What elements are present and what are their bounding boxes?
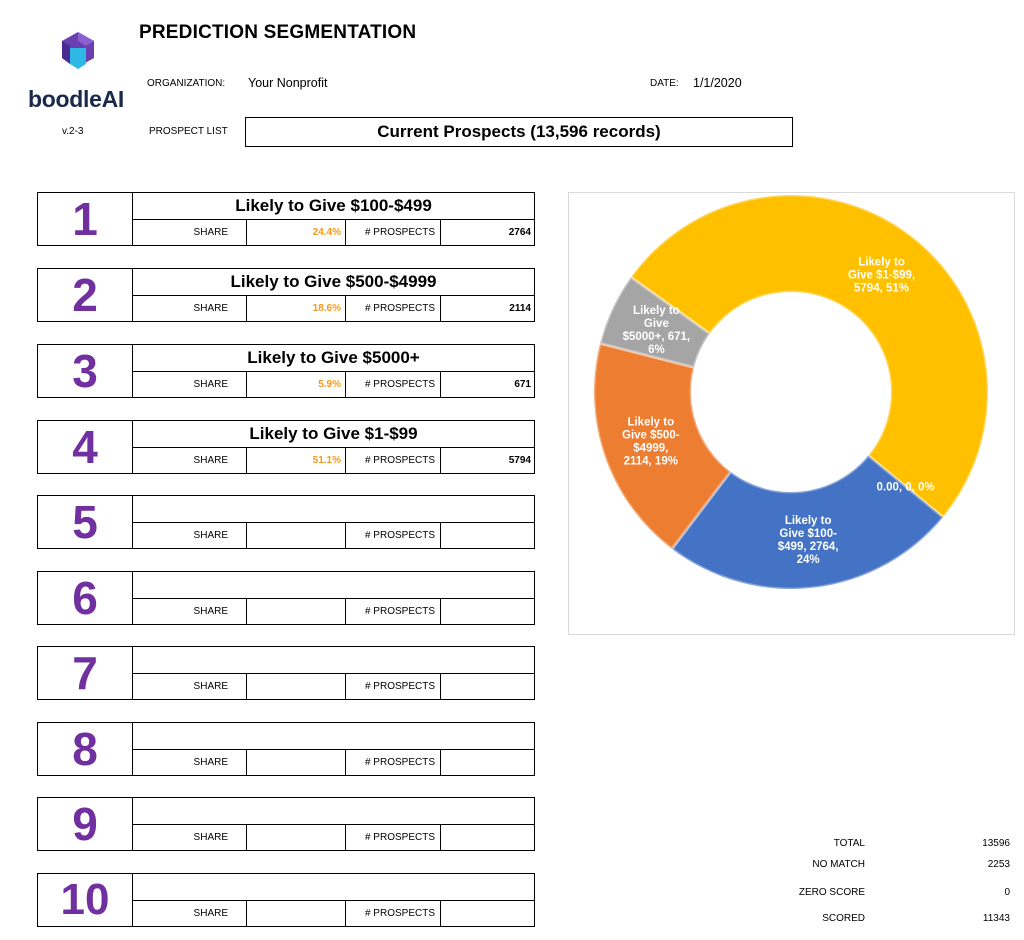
prospects-value: 671: [514, 379, 531, 390]
share-label: SHARE: [133, 220, 247, 245]
prospects-label: # PROSPECTS: [346, 296, 441, 321]
segment-title[interactable]: [133, 723, 534, 750]
zero-score-value: 0: [1004, 887, 1010, 898]
segment-number: 3: [38, 345, 133, 397]
segment-row[interactable]: [37, 646, 535, 700]
segment-row[interactable]: [37, 571, 535, 625]
no-match-label: NO MATCH: [812, 859, 865, 870]
share-label: SHARE: [133, 523, 247, 548]
prospects-label: # PROSPECTS: [346, 901, 441, 926]
share-value: [247, 901, 346, 926]
share-value: 18.6%: [247, 296, 346, 321]
prospect-list-value[interactable]: Current Prospects (13,596 records): [245, 117, 793, 147]
share-label: SHARE: [133, 372, 247, 397]
segment-title[interactable]: [133, 798, 534, 825]
segment-number: 4: [38, 421, 133, 473]
zero-score-label: ZERO SCORE: [798, 887, 865, 898]
share-label: SHARE: [133, 448, 247, 473]
segment-number: 6: [38, 572, 133, 624]
segment-row[interactable]: [37, 268, 535, 322]
segment-row[interactable]: [37, 495, 535, 549]
segment-title[interactable]: Likely to Give $5000+: [133, 345, 534, 372]
total-value: 13596: [982, 838, 1010, 849]
share-value: 24.4%: [247, 220, 346, 245]
scored-label: SCORED: [822, 913, 865, 924]
organization-label: ORGANIZATION:: [147, 78, 226, 89]
date-value[interactable]: 1/1/2020: [693, 76, 742, 90]
segment-number: 9: [38, 798, 133, 850]
prospects-label: # PROSPECTS: [346, 523, 441, 548]
share-value: [247, 674, 346, 699]
segment-title[interactable]: [133, 647, 534, 674]
share-label: SHARE: [133, 901, 247, 926]
brand-name: boodleAI: [28, 86, 124, 112]
prospects-value: 2114: [509, 303, 531, 314]
share-label: SHARE: [133, 825, 247, 850]
slice-data-label: Likely to Give $100-$499, 2764, 24%: [777, 515, 839, 567]
prospects-value: [441, 674, 534, 699]
total-label: TOTAL: [833, 838, 865, 849]
slice-data-label: 0.00, 0, 0%: [876, 481, 935, 494]
boodleai-logo: [28, 28, 138, 118]
segment-title[interactable]: Likely to Give $1-$99: [133, 421, 534, 448]
share-value: [247, 825, 346, 850]
share-value: 51.1%: [247, 448, 346, 473]
donut-chart[interactable]: [568, 192, 1015, 635]
segment-row[interactable]: [37, 797, 535, 851]
donut-chart-svg: [569, 193, 1014, 634]
prospects-label: # PROSPECTS: [346, 220, 441, 245]
share-value: [247, 523, 346, 548]
segment-number: 2: [38, 269, 133, 321]
date-label: DATE:: [650, 78, 679, 89]
share-value: [247, 750, 346, 775]
segment-row[interactable]: [37, 873, 535, 927]
share-label: SHARE: [133, 296, 247, 321]
share-label: SHARE: [133, 599, 247, 624]
prospects-value: [441, 750, 534, 775]
prospects-label: # PROSPECTS: [346, 825, 441, 850]
segment-row[interactable]: [37, 192, 535, 246]
prospects-value: [441, 825, 534, 850]
prospects-label: # PROSPECTS: [346, 372, 441, 397]
prospects-value: [441, 901, 534, 926]
prospects-value: 2764: [508, 227, 531, 238]
segment-number: 10: [38, 874, 133, 926]
segment-number: 7: [38, 647, 133, 699]
organization-value[interactable]: Your Nonprofit: [248, 76, 328, 90]
prospects-value: [441, 523, 534, 548]
share-value: [247, 599, 346, 624]
segment-number: 1: [38, 193, 133, 245]
segment-title[interactable]: [133, 874, 534, 901]
version-label: v.2-3: [62, 126, 84, 137]
prospects-value: [441, 599, 534, 624]
segment-title[interactable]: [133, 496, 534, 523]
segment-title[interactable]: Likely to Give $100-$499: [133, 193, 534, 220]
segment-number: 5: [38, 496, 133, 548]
prospects-label: # PROSPECTS: [346, 674, 441, 699]
page-title: PREDICTION SEGMENTATION: [139, 22, 417, 43]
share-label: SHARE: [133, 674, 247, 699]
scored-value: 11343: [982, 913, 1010, 924]
segment-title[interactable]: Likely to Give $500-$4999: [133, 269, 534, 296]
share-value: 5.9%: [247, 372, 346, 397]
segment-row[interactable]: [37, 344, 535, 398]
prospects-label: # PROSPECTS: [346, 448, 441, 473]
segment-title[interactable]: [133, 572, 534, 599]
slice-data-label: Likely to Give $1-$99, 5794, 51%: [847, 256, 916, 295]
prospects-value: 5794: [508, 455, 531, 466]
prospects-label: # PROSPECTS: [346, 750, 441, 775]
prospects-label: # PROSPECTS: [346, 599, 441, 624]
slice-data-label: Likely to Give $5000+, 671, 6%: [622, 304, 691, 356]
no-match-value: 2253: [987, 859, 1010, 870]
segment-row[interactable]: [37, 420, 535, 474]
share-label: SHARE: [133, 750, 247, 775]
slice-data-label: Likely to Give $500-$4999, 2114, 19%: [622, 416, 680, 468]
segment-row[interactable]: [37, 722, 535, 776]
prospect-list-label: PROSPECT LIST: [149, 126, 228, 137]
segment-number: 8: [38, 723, 133, 775]
